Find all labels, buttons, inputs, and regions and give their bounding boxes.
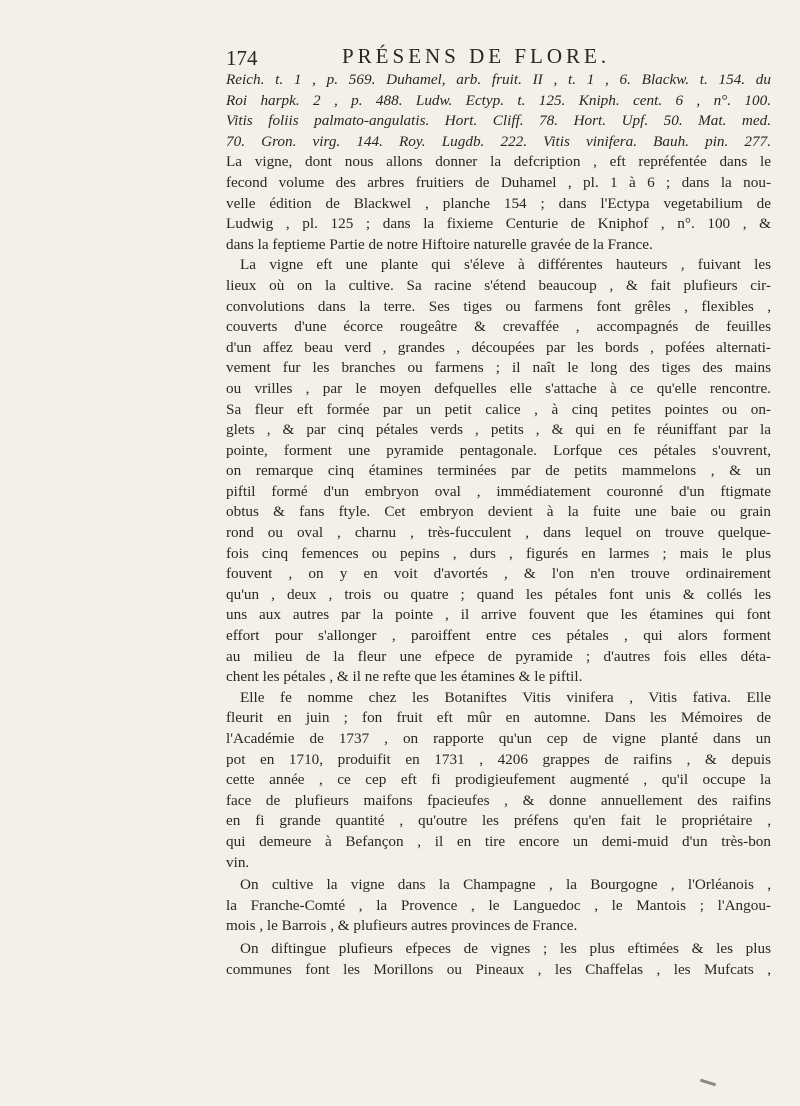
text-line: mois , le Barrois , & plufieurs autres provinces de France. [226,917,578,935]
text-line: communes font les Morillons ou Pineaux , les Chaffelas , les Mufcats , [226,960,771,978]
text-line: Reich. t. 1 , p. 569. Duhamel, arb. fruit. II , t. 1 , 6. Blackw. t. 154. du [226,71,771,88]
text-line: fecond volume des arbres fruitiers de Duhamel , pl. 1 à 6 ; dans la nou- [226,173,771,191]
text-line: obtus & fans ftyle. Cet embryon devient à la fuite une baie ou grain [226,503,771,521]
running-title: PRÉSENS DE FLORE. [342,44,611,68]
text-line: rond ou oval , charnu , très-fucculent , dans lequel on trouve quelque- [226,524,771,542]
text-line: vin. [226,853,250,871]
text-line: la Franche-Comté , la Provence , le Languedoc , le Mantois ; l'Angou- [226,896,771,914]
text-line: chent les pétales , & il ne refte que les étamines & le piftil. [226,668,583,686]
text-line: On cultive la vigne dans la Champagne , la Bourgogne , l'Orléanois , [240,876,771,894]
text-line: La vigne, dont nous allons donner la defcription , eft repréfentée dans le [226,153,771,171]
text-line: pot en 1710, produifit en 1731 , 4206 grappes de raifins , & depuis [226,750,771,768]
text-line: fouvent , on y en voit d'avortés , & l'on n'en trouve ordinairement [226,565,771,583]
text-line: velle édition de Blackwel , planche 154 ; dans l'Ectypa vegetabilium de [226,194,771,212]
text-line: pointe, forment une pyramide pentagonale. Lorfque ces pétales s'ouvrent, [226,441,771,459]
text-line: couverts d'une écorce rougeâtre & crevaffée , accompagnés de feuilles [226,318,771,336]
text-line: au milieu de la fleur une efpece de pyramide ; d'autres fois elles déta- [226,647,771,665]
text-line: fois cinq femences ou pepins , durs , figurés en larmes ; mais le plus [226,544,771,562]
text-line: face de plufieurs maifons fpacieufes , & donne annuellement des raifins [226,791,771,809]
text-line: on remarque cinq étamines terminées par de petits mammelons , & un [226,462,771,480]
text-line: d'un affez beau verd , grandes , découpées par les bords , pofées alternati- [226,338,771,356]
text-line: convolutions dans la terre. Ses tiges ou farmens font grêles , flexibles , [226,297,771,315]
text-line: uns aux autres par la pointe , il arrive fouvent que les étamines qui font [226,606,771,624]
text-line: qu'un , deux , trois ou quatre ; quand les pétales font unis & collés les [226,585,771,603]
text-line: l'Académie de 1737 , on rapporte qu'un cep de vigne planté dans un [226,730,771,747]
ink-smudge [700,1079,716,1087]
text-line: fleurit en juin ; fon fruit eft mûr en automne. Dans les Mémoires de [226,709,771,727]
text-line: Sa fleur eft formée par un petit calice , à cinq petites pointes ou on- [226,400,771,418]
text-line: Ludwig , pl. 125 ; dans la fixieme Centurie de Kniphof , n°. 100 , & [226,215,771,233]
text-line: piftil formé d'un embryon oval , immédiatement couronné d'un ftigmate [226,482,771,500]
text-line: dans la feptieme Partie de notre Hiftoire naturelle gravée de la France. [226,235,653,253]
text-line: ou vrilles , par le moyen defquelles elle s'attache à ce qu'elle rencontre. [226,379,771,397]
body-text [226,70,771,980]
text-line: qui demeure à Befançon , il en tire encore un demi-muid d'un très-bon [226,832,771,850]
text-line: lieux où on la cultive. Sa racine s'étend beaucoup , & fait plufieurs cir- [226,276,771,294]
page-number: 174 [226,46,258,70]
text-line: Elle fe nomme chez les Botaniftes Vitis vinifera , Vitis fativa. Elle [240,688,771,706]
text-line: effort pour s'allonger , paroiffent entre ces pétales , qui alors forment [226,627,771,645]
text-line: Vitis foliis palmato-angulatis. Hort. Cliff. 78. Hort. Upf. 50. Mat. med. [226,112,771,130]
text-line: Roi harpk. 2 , p. 488. Ludw. Ectyp. t. 125. Kniph. cent. 6 , n°. 100. [226,91,771,109]
text-line: cette année , ce cep eft fi prodigieufement augmenté , qu'il occupe la [226,771,771,789]
text-line: glets , & par cinq pétales verds , petits , & qui en fe réuniffant par la [226,421,771,439]
text-line: 70. Gron. virg. 144. Roy. Lugdb. 222. Vitis vinifera. Bauh. pin. 277. [226,132,771,150]
text-line: La vigne eft une plante qui s'éleve à différentes hauteurs , fuivant les [240,256,771,274]
text-line: On diftingue plufieurs efpeces de vignes ; les plus eftimées & les plus [240,939,771,957]
page-header [226,44,771,70]
text-line: vement fur les branches ou farmens ; il naît le long des tiges des mains [226,359,771,377]
text-line: en fi grande quantité , qu'outre les préfens qu'en fait le propriétaire , [226,812,771,830]
